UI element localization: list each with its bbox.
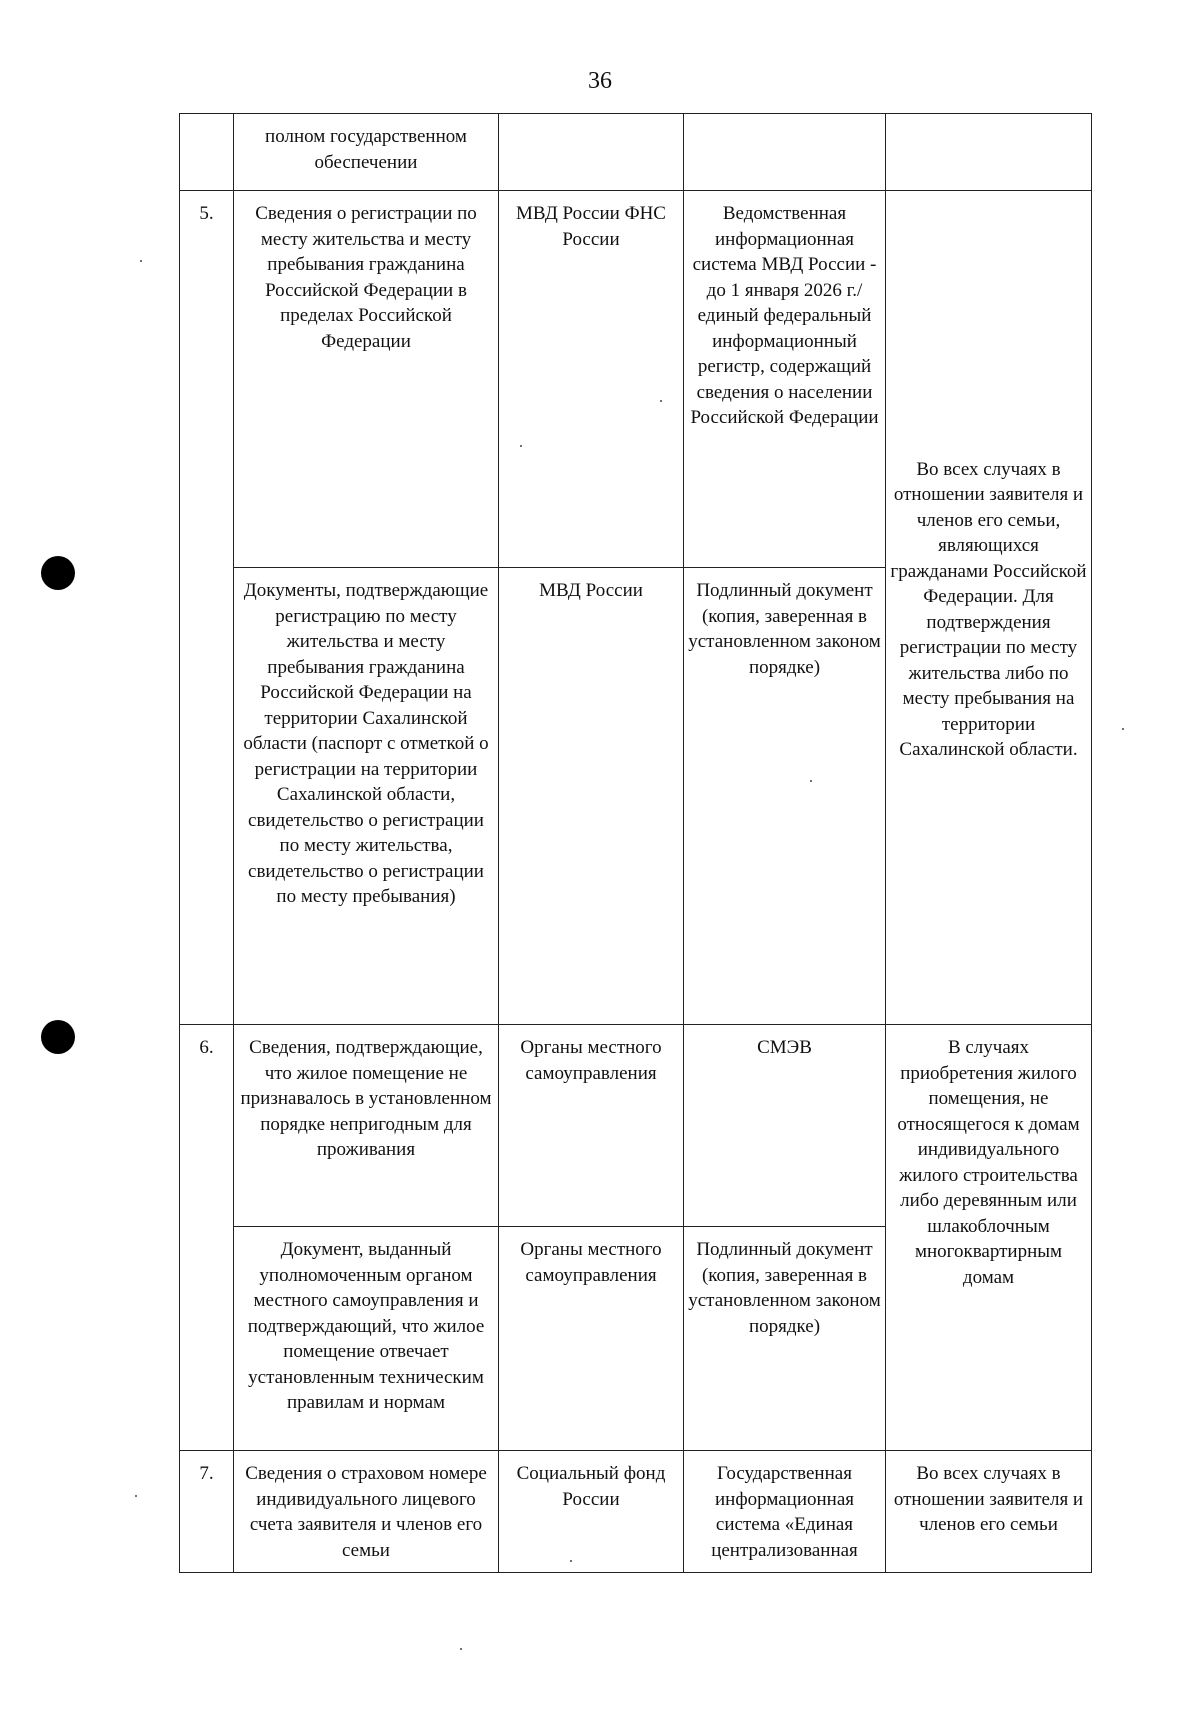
table-row-5	[180, 191, 1092, 568]
documents-table	[179, 113, 1091, 1573]
cell-source: Органы местного самоуправления	[499, 1025, 684, 1227]
cell-document: Сведения о регистрации по месту жительства и месту пребывания гражданина Российской Федерации в пределах Российской Федерации	[234, 191, 499, 568]
cell-number: 7.	[180, 1451, 234, 1573]
cell-form: СМЭВ	[684, 1025, 886, 1227]
cell-number: 6.	[180, 1025, 234, 1451]
cell-document: Документ, выданный уполномоченным органом местного самоуправления и подтверждающий, что жилое помещение отвечает установленным техническим правилам и нормам	[234, 1227, 499, 1451]
cell-source: МВД России ФНС России	[499, 191, 684, 568]
cell-number	[180, 114, 234, 191]
cell-source	[499, 114, 684, 191]
cell-source: Социальный фонд России	[499, 1451, 684, 1573]
page-number: 36	[588, 68, 612, 94]
scan-speck	[460, 1648, 462, 1650]
cell-form: Государственная информационная система «Единая централизованная	[684, 1451, 886, 1573]
cell-number: 5.	[180, 191, 234, 1025]
documents-table-grid	[179, 113, 1092, 1573]
table-row-6	[180, 1025, 1092, 1227]
cell-document: Сведения о страховом номере индивидуального лицевого счета заявителя и членов его семьи	[234, 1451, 499, 1573]
cell-form: Ведомственная информационная система МВД России - до 1 января 2026 г./единый федеральный информационный регистр, содержащий сведения о населении Российской Федерации	[684, 191, 886, 568]
cell-document: Сведения, подтверждающие, что жилое помещение не признавалось в установленном порядке непригодным для проживания	[234, 1025, 499, 1227]
binder-hole-bottom	[41, 1020, 75, 1054]
cell-note	[886, 114, 1092, 191]
cell-form	[684, 114, 886, 191]
table-row-continuation	[180, 114, 1092, 191]
cell-source: МВД России	[499, 568, 684, 1025]
cell-note: Во всех случаях в отношении заявителя и членов его семьи, являющихся гражданами Российской Федерации. Для подтверждения регистрации по месту жительства либо по месту пребывания на территории Сахалинской области.	[886, 191, 1092, 1025]
scan-speck	[1122, 728, 1124, 730]
cell-note: В случаях приобретения жилого помещения, не относящегося к домам индивидуального жилого строительства либо деревянным или шлакоблочным многоквартирным домам	[886, 1025, 1092, 1451]
cell-note: Во всех случаях в отношении заявителя и членов его семьи	[886, 1451, 1092, 1573]
cell-form: Подлинный документ (копия, заверенная в установленном законом порядке)	[684, 1227, 886, 1451]
binder-hole-top	[41, 556, 75, 590]
cell-source: Органы местного самоуправления	[499, 1227, 684, 1451]
cell-document: Документы, подтверждающие регистрацию по месту жительства и месту пребывания гражданина Российской Федерации на территории Сахалинской области (паспорт с отметкой о регистрации на территории Сахалинской области, свидетельство о регистрации по месту жительства, свидетельство о регистрации по месту пребывания)	[234, 568, 499, 1025]
scan-speck	[140, 260, 142, 262]
cell-document: полном государственном обеспечении	[234, 114, 499, 191]
cell-form: Подлинный документ (копия, заверенная в установленном законом порядке)	[684, 568, 886, 1025]
table-row-7	[180, 1451, 1092, 1573]
scan-speck	[135, 1495, 137, 1497]
